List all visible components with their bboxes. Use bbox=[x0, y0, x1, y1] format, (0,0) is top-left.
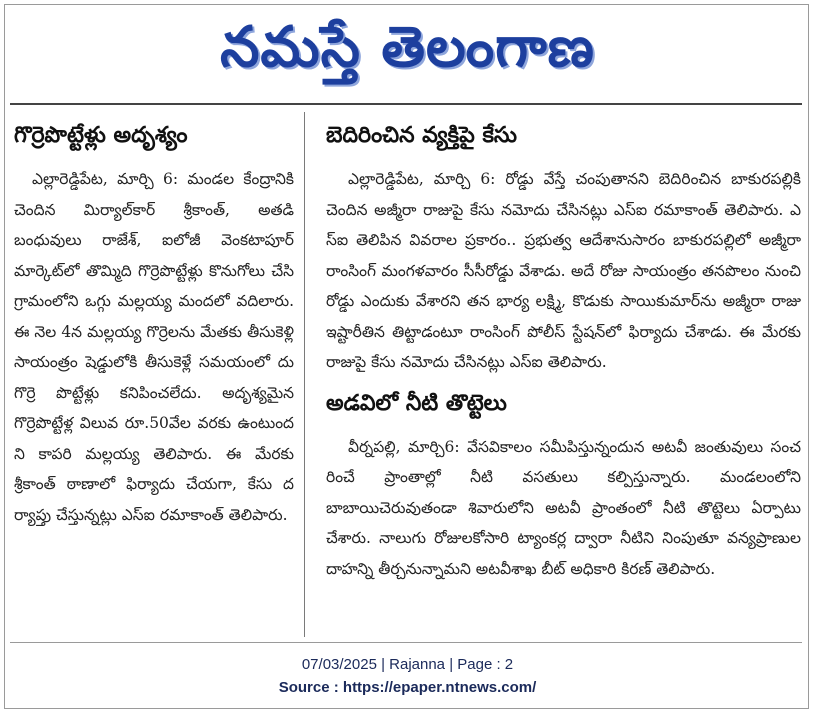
column-divider bbox=[304, 112, 305, 637]
article-left-column bbox=[14, 116, 294, 530]
article-2-body: ఎల్లారెడ్డిపేట, మార్చి 6: రోడ్డు వేస్తే చంపుతానని బెదిరించిన బాకురపల్లికి చెందిన అజ్మీరా రాజుపై కేసు నమోదు చేసినట్లు ఎస్ఐ రమాకాంత్ తెలిపారు. ఎస్ఐ తెలిపిన వివరాల ప్రకారం.. ప్రభుత్వ ఆదేశానుసారం బాకురపల్లిలో అజ్మీరా రాంసింగ్ మంగళవారం సీసీరోడ్డు వేశాడు. అదే రోజు సాయంత్రం తనపొలం నుంచి రోడ్డు ఎందుకు వేశారని తన భార్య లక్ష్మి, కొడుకు సాయికుమార్‌ను అజ్మీరా రాజు ఇష్టారీతిన తిట్టాడంటూ రాంసింగ్ పోలీస్ స్టేషన్‌లో ఫిర్యాదు చేశాడు. ఈ మేరకు రాజుపై కేసు నమోదు చేసినట్లు ఎస్ఐ తెలిపారు. bbox=[326, 170, 801, 371]
article-1-body: ఎల్లారెడ్డిపేట, మార్చి 6: మండల కేంద్రానికి చెందిన మిర్యాల్‌కార్ శ్రీకాంత్, అతడి బంధువులు రాజేశ్, ఐలోజీ వెంకటాపూర్ మార్కెట్‌లో తొమ్మిది గొర్రెపొట్టేళ్లు కొనుగోలు చేసి గ్రామంలోని ఒగ్గు మల్లయ్య మందలో వదిలారు. ఈ నెల 4న మల్లయ్య గొర్రెలను మేతకు తీసుకెళ్లి సాయంత్రం షెడ్డులోకి తీసుకెళ్లే సమయంలో దు గొర్రె పొట్టేళ్లు కనిపించలేదు. అదృశ్యమైన గొర్రెపొట్టేళ్ల విలువ రూ.50వేల వరకు ఉంటుందని కాపరి మల్లయ్య తెలిపారు. ఈ మేరకు శ్రీకాంత్ ఠాణాలో ఫిర్యాదు చేయగా, కేసు దర్యాప్తు చేస్తున్నట్లు ఎస్ఐ రమాకాంత్ తెలిపారు. bbox=[14, 170, 294, 524]
edition-info: 07/03/2025 | Rajanna | Page : 2 bbox=[301, 656, 514, 673]
article-3-body: వీర్నపల్లి, మార్చి6: వేసవికాలం సమీపిస్తున్నందున అటవీ జంతువులు సంచరించే ప్రాంతాల్లో నీటి వసతులు కల్పిస్తున్నారు. మండలంలోని బాబాయిచెరువుతండా శివారులోని అటవీ ప్రాంతంలో నీటి తొట్టెలు ఏర్పాటు చేశారు. నాలుగు రోజులకోసారి ట్యాంకర్ల ద్వారా నీటిని నింపుతూ వన్యప్రాణుల దాహన్ని తీర్చనున్నామని అటవీశాఖ బీట్ అధికారి కిరణ్ తెలిపారు. bbox=[326, 437, 801, 578]
newspaper-masthead: నమస్తే తెలంగాణ bbox=[220, 15, 595, 80]
footer-rule bbox=[10, 642, 802, 643]
masthead-rule bbox=[10, 103, 802, 105]
article-right-column bbox=[326, 116, 801, 584]
article-1-headline: గొర్రెపొట్టేళ్లు అదృశ్యం bbox=[14, 123, 188, 148]
article-3-headline: అడవిలో నీటి తొట్టెలు bbox=[326, 390, 507, 416]
source-link[interactable]: Source : https://epaper.ntnews.com/ bbox=[278, 679, 537, 696]
article-2-headline: బెదిరించిన వ్యక్తిపై కేసు bbox=[326, 123, 517, 148]
